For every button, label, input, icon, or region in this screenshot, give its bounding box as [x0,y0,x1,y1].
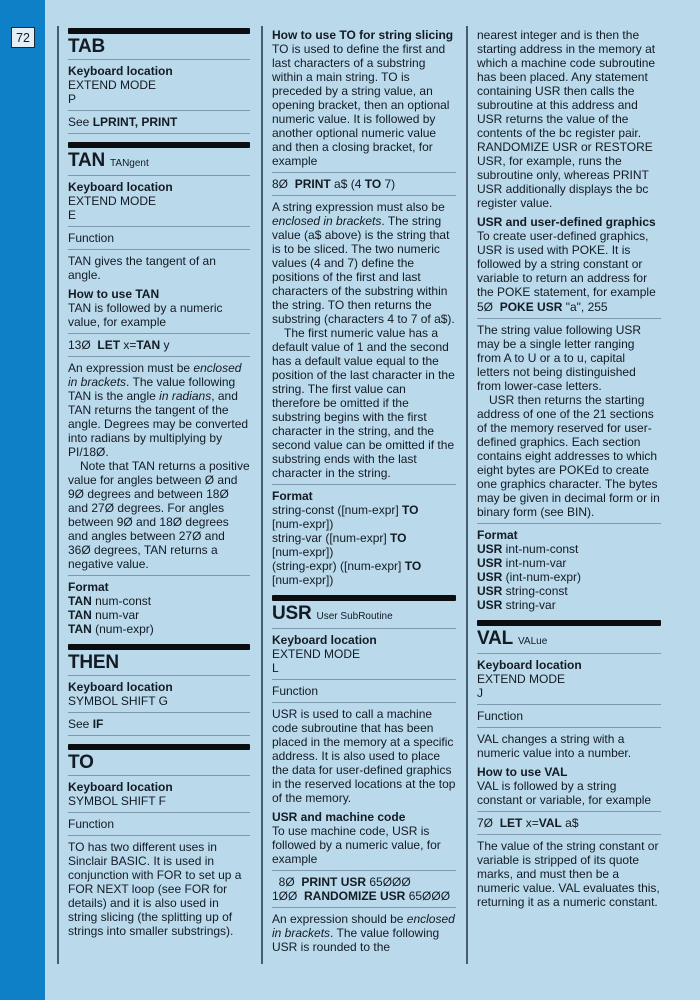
definition-line [68,78,250,92]
bold-text-run: Format [477,528,518,542]
keyword: THEN [68,652,119,673]
text-run: To create user-defined graphics, USR is used with POKE. It is followed by a string constant or variable to return an address for the POKE statement, for example [477,229,656,299]
definition-line [272,661,456,675]
definition-line [272,517,456,531]
bold-text-run: USR [477,584,503,598]
bold-text-run: TAN [68,622,92,636]
section-divider-bar [272,595,456,601]
paragraph [477,28,661,210]
definition-line [68,580,250,594]
thin-rule [272,628,456,629]
definition-line [272,503,456,517]
definition-line [68,794,250,808]
definition-line [68,694,250,708]
text-run: EXTEND MODE [272,647,361,661]
paragraph [68,459,250,571]
definition-line [272,573,456,587]
text-run: 7) [381,177,396,191]
definition-line [68,608,250,622]
keyword-heading [272,603,456,624]
text-run: TO is used to define the first and last characters of a substring within a main string. TO is preceded by a string value, an opening bracket, then an optional numeric value. It is followed by another optional numeric value and then a closing bracket, for example [272,42,450,168]
bold-text-run: TAN [136,338,161,352]
keyword: TAN [68,150,106,171]
italic-text-run: enclosed in brackets [272,214,382,228]
thin-rule [68,775,250,776]
text-run: 65ØØØ [405,889,451,903]
thin-rule [477,704,661,705]
thin-rule [68,712,250,713]
keyword: TO [68,752,94,773]
keyword-heading [68,36,250,57]
section-divider-bar [477,620,661,626]
definition-line [477,556,661,570]
column-1 [68,28,250,938]
bold-text-run: USR [477,542,503,556]
page-number: 72 [16,30,30,45]
text-run: x= [522,816,539,830]
section-divider-bar [68,142,250,148]
paragraph [68,115,250,129]
text-run: See [68,115,93,129]
text-run: EXTEND MODE [68,194,157,208]
paragraph [68,717,250,731]
thin-rule [272,195,456,196]
definition-line [272,647,456,661]
text-run: [num-expr]) [272,573,334,587]
code-example [68,338,250,352]
paragraph [68,840,250,938]
thin-rule [477,523,661,524]
bold-text-run: Keyboard location [272,633,377,647]
thin-rule [68,110,250,111]
paragraph [477,393,661,519]
code-line [477,300,661,314]
text-run: 7Ø [477,816,500,830]
code-example [477,816,661,830]
text-run: string-var [502,598,556,612]
section-divider-bar [68,644,250,650]
definition-lines [68,180,250,222]
text-run: An expression must be [68,361,194,375]
text-run: See [68,717,93,731]
paragraph [272,912,456,954]
thin-rule [68,735,250,736]
definition-lines [68,580,250,636]
italic-text-run: in radians [159,389,212,403]
definition-lines [68,64,250,106]
spine-band [0,0,45,1000]
text-run: Note that TAN returns a positive value for angles between Ø and 9Ø degrees and between 18Ø and 27Ø degrees. For angles between 9Ø and 18Ø degrees and angles between 27Ø and 36Ø degrees, TAN returns a negative value. [68,459,250,571]
definition-line [477,570,661,584]
text-run: 5Ø [477,300,500,314]
paragraph [68,231,250,245]
bold-text-run: USR [477,598,503,612]
thin-rule [272,870,456,871]
thin-rule [68,835,250,836]
text-run: 8Ø [272,177,295,191]
paragraph [68,361,250,459]
text-run: (num-expr) [91,622,154,636]
bold-text-run: How to use TO for string slicing [272,28,454,42]
paragraph [272,707,456,805]
text-run: , and TAN returns the tangent of the angle. Degrees may be converted into radians by multiplying by PI/18Ø. [68,389,249,459]
bold-text-run: Format [68,580,109,594]
text-run: Function [68,231,115,245]
bold-text-run: USR and user-defined graphics [477,215,656,229]
definition-lines [68,680,250,708]
text-run: a$ (4 [330,177,365,191]
bold-text-run: IF [92,717,104,731]
text-run: E [68,208,77,222]
text-run: L [272,661,279,675]
paragraph [477,839,661,909]
bold-text-run: Keyboard location [68,680,173,694]
text-run: . The value following TAN is the angle [68,375,236,403]
text-run: "a", 255 [562,300,608,314]
thin-rule [68,133,250,134]
paragraph [477,765,661,807]
definition-line [68,92,250,106]
column-separator [261,26,263,964]
definition-lines [477,528,661,612]
definition-line [272,489,456,503]
bold-text-run: Format [272,489,313,503]
definition-lines [272,633,456,675]
text-run: Function [68,817,115,831]
definition-line [477,672,661,686]
keyword: USR [272,603,312,624]
bold-text-run: LET [499,816,523,830]
text-run: y [160,338,170,352]
bold-text-run: TO [402,503,419,517]
definition-line [272,545,456,559]
text-run: num-const [91,594,152,608]
text-run: USR then returns the starting address of one of the 21 sections of the memory reserved for user-defined graphics. Each section contains eight addresses to which eight bytes are POKEd to create one graphics character. The bytes may be given in decimal form or in binary form (see BIN). [477,393,660,519]
section-divider-bar [68,744,250,750]
thin-rule [272,172,456,173]
text-run: x= [120,338,137,352]
bold-text-run: TO [364,177,382,191]
bold-text-run: USR [477,570,503,584]
column-separator [57,26,59,964]
text-run: Function [272,684,319,698]
code-example [477,300,661,314]
code-line [272,889,456,903]
definition-lines [68,780,250,808]
text-run: To use machine code, USR is followed by a numeric value, for example [272,824,441,866]
page-number-badge [11,27,35,48]
bold-text-run: Keyboard location [68,64,173,78]
paragraph [272,810,456,866]
text-run: string-const [502,584,568,598]
definition-line [477,686,661,700]
code-example [272,875,456,903]
keyword-subtitle: TANgent [110,158,149,169]
thin-rule [477,653,661,654]
text-run: SYMBOL SHIFT F [68,794,167,808]
thin-rule [68,356,250,357]
bold-text-run: TAN [68,608,92,622]
thin-rule [477,727,661,728]
text-run: TO has two different uses in Sinclair BASIC. It is used in conjunction with FOR to set up a FOR NEXT loop (see FOR for details) and it is also used in string slicing (the splitting up of strings into smaller substrings). [68,840,242,938]
text-run: EXTEND MODE [68,78,157,92]
text-run: J [477,686,483,700]
text-run: USR is used to call a machine code subroutine that has been placed in the memory at a specific address. It is also used to place the data for user-defined graphics in the reserved locations at the top of the memory. [272,707,456,805]
paragraph [68,287,250,329]
bold-text-run: RANDOMIZE USR [304,889,406,903]
text-run: TAN gives the tangent of an angle. [68,254,216,282]
text-run: A string expression must also be [272,200,445,214]
definition-line [477,598,661,612]
text-run: . The string value (a$ above) is the string that is to be sliced. The two numeric values (4 and 7) define the positions of the first and last characters of the substring within the string. TO then returns the substring (characters 4 to 7 of a$). [272,214,455,326]
definition-lines [272,489,456,587]
paragraph [272,684,456,698]
text-run: 1ØØ [272,889,305,903]
keyword-subtitle: VALue [518,636,548,647]
thin-rule [68,226,250,227]
paragraph [477,323,661,393]
definition-line [68,594,250,608]
bold-text-run: Keyboard location [477,658,582,672]
column-separator [466,26,468,964]
thin-rule [68,675,250,676]
text-run: An expression should be [272,912,407,926]
thin-rule [477,318,661,319]
bold-text-run: PRINT [294,177,331,191]
text-run: SYMBOL SHIFT G [68,694,169,708]
bold-text-run: PRINT USR [301,875,367,889]
text-run: (string-expr) ([num-expr] [272,559,405,573]
definition-line [68,622,250,636]
paragraph [272,28,456,168]
text-run: string-const ([num-expr] [272,503,403,517]
text-run: VAL is followed by a string constant or variable, for example [477,779,652,807]
code-line [68,338,250,352]
code-example [272,177,456,191]
text-run: Function [477,709,524,723]
definition-line [477,542,661,556]
text-run: The string value following USR may be a single letter ranging from A to U or a to u, capital letters not being distinguished from lower-case letters. [477,323,642,393]
bold-text-run: USR and machine code [272,810,406,824]
keyword-heading [477,628,661,649]
definition-line [68,180,250,194]
text-run: int-num-const [502,542,579,556]
column-3 [477,28,661,909]
paragraph [272,326,456,480]
text-run: [num-expr]) [272,545,334,559]
bold-text-run: Keyboard location [68,180,173,194]
paragraph [477,732,661,760]
bold-text-run: USR [477,556,503,570]
text-run: [num-expr]) [272,517,334,531]
keyword-heading [68,752,250,773]
keyword-heading [68,150,250,171]
text-run: EXTEND MODE [477,672,566,686]
column-2 [272,28,456,954]
text-run: VAL changes a string with a numeric value into a number. [477,732,632,760]
italic-text-run: enclosed in brackets [272,912,455,940]
paragraph [477,709,661,723]
definition-line [272,633,456,647]
text-run: string-var ([num-expr] [272,531,391,545]
thin-rule [68,59,250,60]
bold-text-run: Keyboard location [68,780,173,794]
thin-rule [68,575,250,576]
bold-text-run: How to use VAL [477,765,568,779]
definition-line [68,64,250,78]
text-run: The value of the string constant or variable is stripped of its quote marks, and must then be a numeric value. VAL evaluates this, returning it as a numeric constant. [477,839,660,909]
definition-line [477,528,661,542]
bold-text-run: How to use TAN [68,287,160,301]
text-run: (int-num-expr) [502,570,582,584]
paragraph [272,200,456,326]
text-run: nearest integer and is then the starting address in the memory at which a machine code subroutine has been placed. Any statement containing USR then calls the subroutine at this address and USR returns the value of the contents of the bc register pair. RANDOMIZE USR or RESTORE USR, for example, runs the subroutine only, whereas PRINT USR additionally displays the bc register value. [477,28,656,210]
bold-text-run: LPRINT, PRINT [92,115,178,129]
code-line [477,816,661,830]
text-run: a$ [561,816,579,830]
bold-text-run: POKE USR [499,300,563,314]
definition-line [477,658,661,672]
text-run: TAN is followed by a numeric value, for example [68,301,223,329]
thin-rule [68,333,250,334]
text-run: num-var [91,608,140,622]
thin-rule [272,484,456,485]
definition-line [272,531,456,545]
text-run: int-num-var [502,556,567,570]
text-run: 13Ø [68,338,98,352]
keyword: TAB [68,36,106,57]
definition-lines [477,658,661,700]
paragraph [68,817,250,831]
section-divider-bar [68,28,250,34]
bold-text-run: TO [404,559,422,573]
bold-text-run: TAN [68,594,92,608]
definition-line [68,208,250,222]
keyword: VAL [477,628,513,649]
keyword-heading [68,652,250,673]
bold-text-run: LET [97,338,121,352]
thin-rule [68,812,250,813]
definition-line [68,194,250,208]
italic-text-run: enclosed in brackets [68,361,242,389]
thin-rule [477,811,661,812]
definition-line [68,680,250,694]
thin-rule [68,175,250,176]
paragraph [68,254,250,282]
code-line [272,875,456,889]
text-run: The first numeric value has a default value of 1 and the second has a default value equal to the position of the last character in the string. The first value can therefore be omitted if the substring begins with the first character in the string, and the second value can be omitted if the substring ends with the last character in the string. [272,326,455,480]
thin-rule [477,834,661,835]
thin-rule [272,907,456,908]
definition-line [477,584,661,598]
thin-rule [272,702,456,703]
bold-text-run: VAL [538,816,562,830]
code-line [272,177,456,191]
text-run: P [68,92,77,106]
definition-line [272,559,456,573]
thin-rule [272,679,456,680]
keyword-subtitle: User SubRoutine [316,611,393,622]
bold-text-run: TO [390,531,407,545]
text-run: 8Ø [272,875,302,889]
definition-line [68,780,250,794]
paragraph [477,215,661,299]
text-run: 65ØØØ [366,875,411,889]
text-run: . The value following USR is rounded to the [272,926,440,954]
thin-rule [68,249,250,250]
